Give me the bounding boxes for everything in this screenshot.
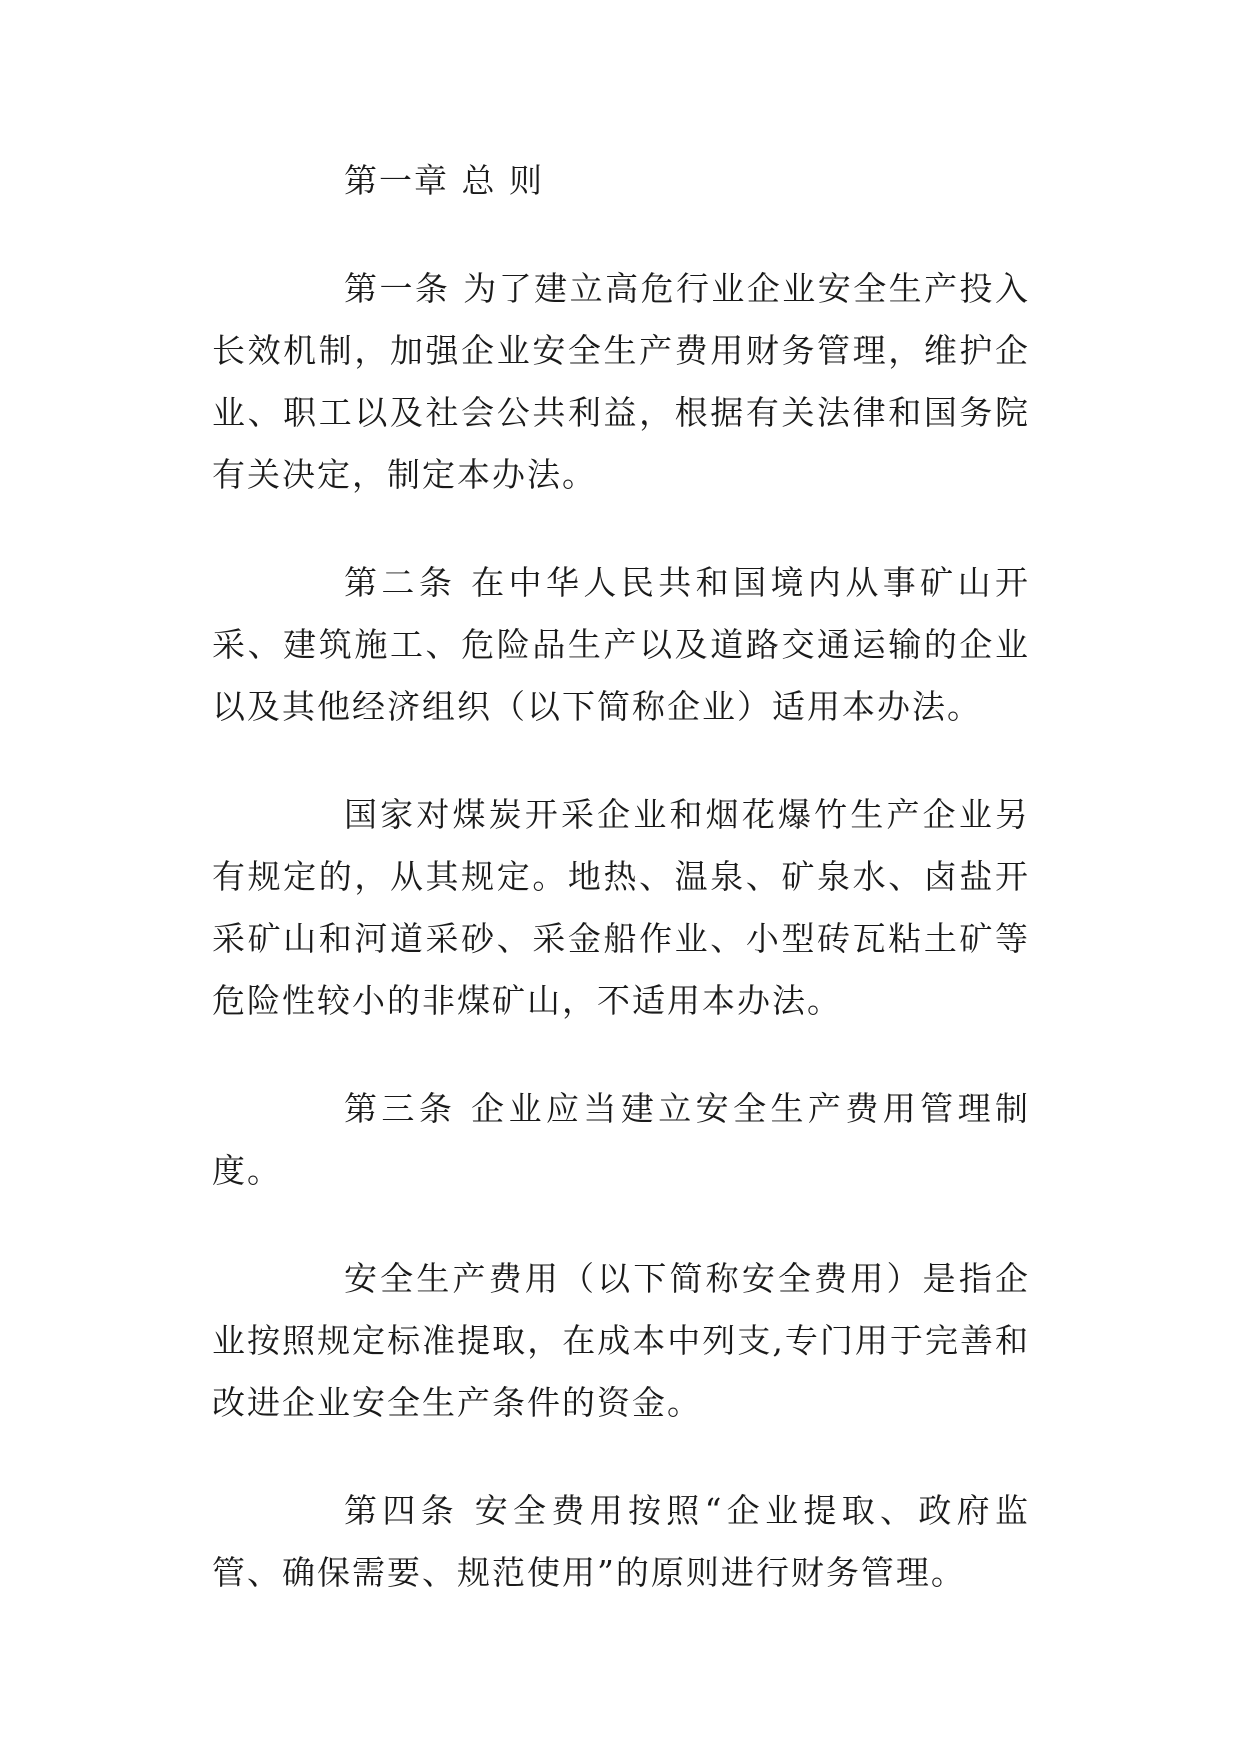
document-page (212, 150, 1030, 1604)
article-2-paragraph: 第二条 在中华人民共和国境内从事矿山开采、建筑施工、危险品生产以及道路交通运输的企业以及其他经济组织（以下简称企业）适用本办法。 (212, 563, 1030, 726)
chapter-heading: 第一章 总 则 (344, 161, 544, 200)
article-1-paragraph: 第一条 为了建立高危行业企业安全生产投入长效机制，加强企业安全生产费用财务管理，维护企业、职工以及社会公共利益，根据有关法律和国务院有关决定，制定本办法。 (212, 269, 1030, 494)
article-4-paragraph: 第四条 安全费用按照“企业提取、政府监管、确保需要、规范使用”的原则进行财务管理。 (212, 1491, 1030, 1592)
article-2-exception-paragraph: 国家对煤炭开采企业和烟花爆竹生产企业另有规定的，从其规定。地热、温泉、矿泉水、卤盐开采矿山和河道采砂、采金船作业、小型砖瓦粘土矿等危险性较小的非煤矿山，不适用本办法。 (212, 795, 1030, 1020)
article-3-paragraph: 第三条 企业应当建立安全生产费用管理制度。 (212, 1089, 1030, 1190)
article-3-definition-paragraph: 安全生产费用（以下简称安全费用）是指企业按照规定标准提取，在成本中列支,专门用于完善和改进企业安全生产条件的资金。 (212, 1259, 1030, 1422)
